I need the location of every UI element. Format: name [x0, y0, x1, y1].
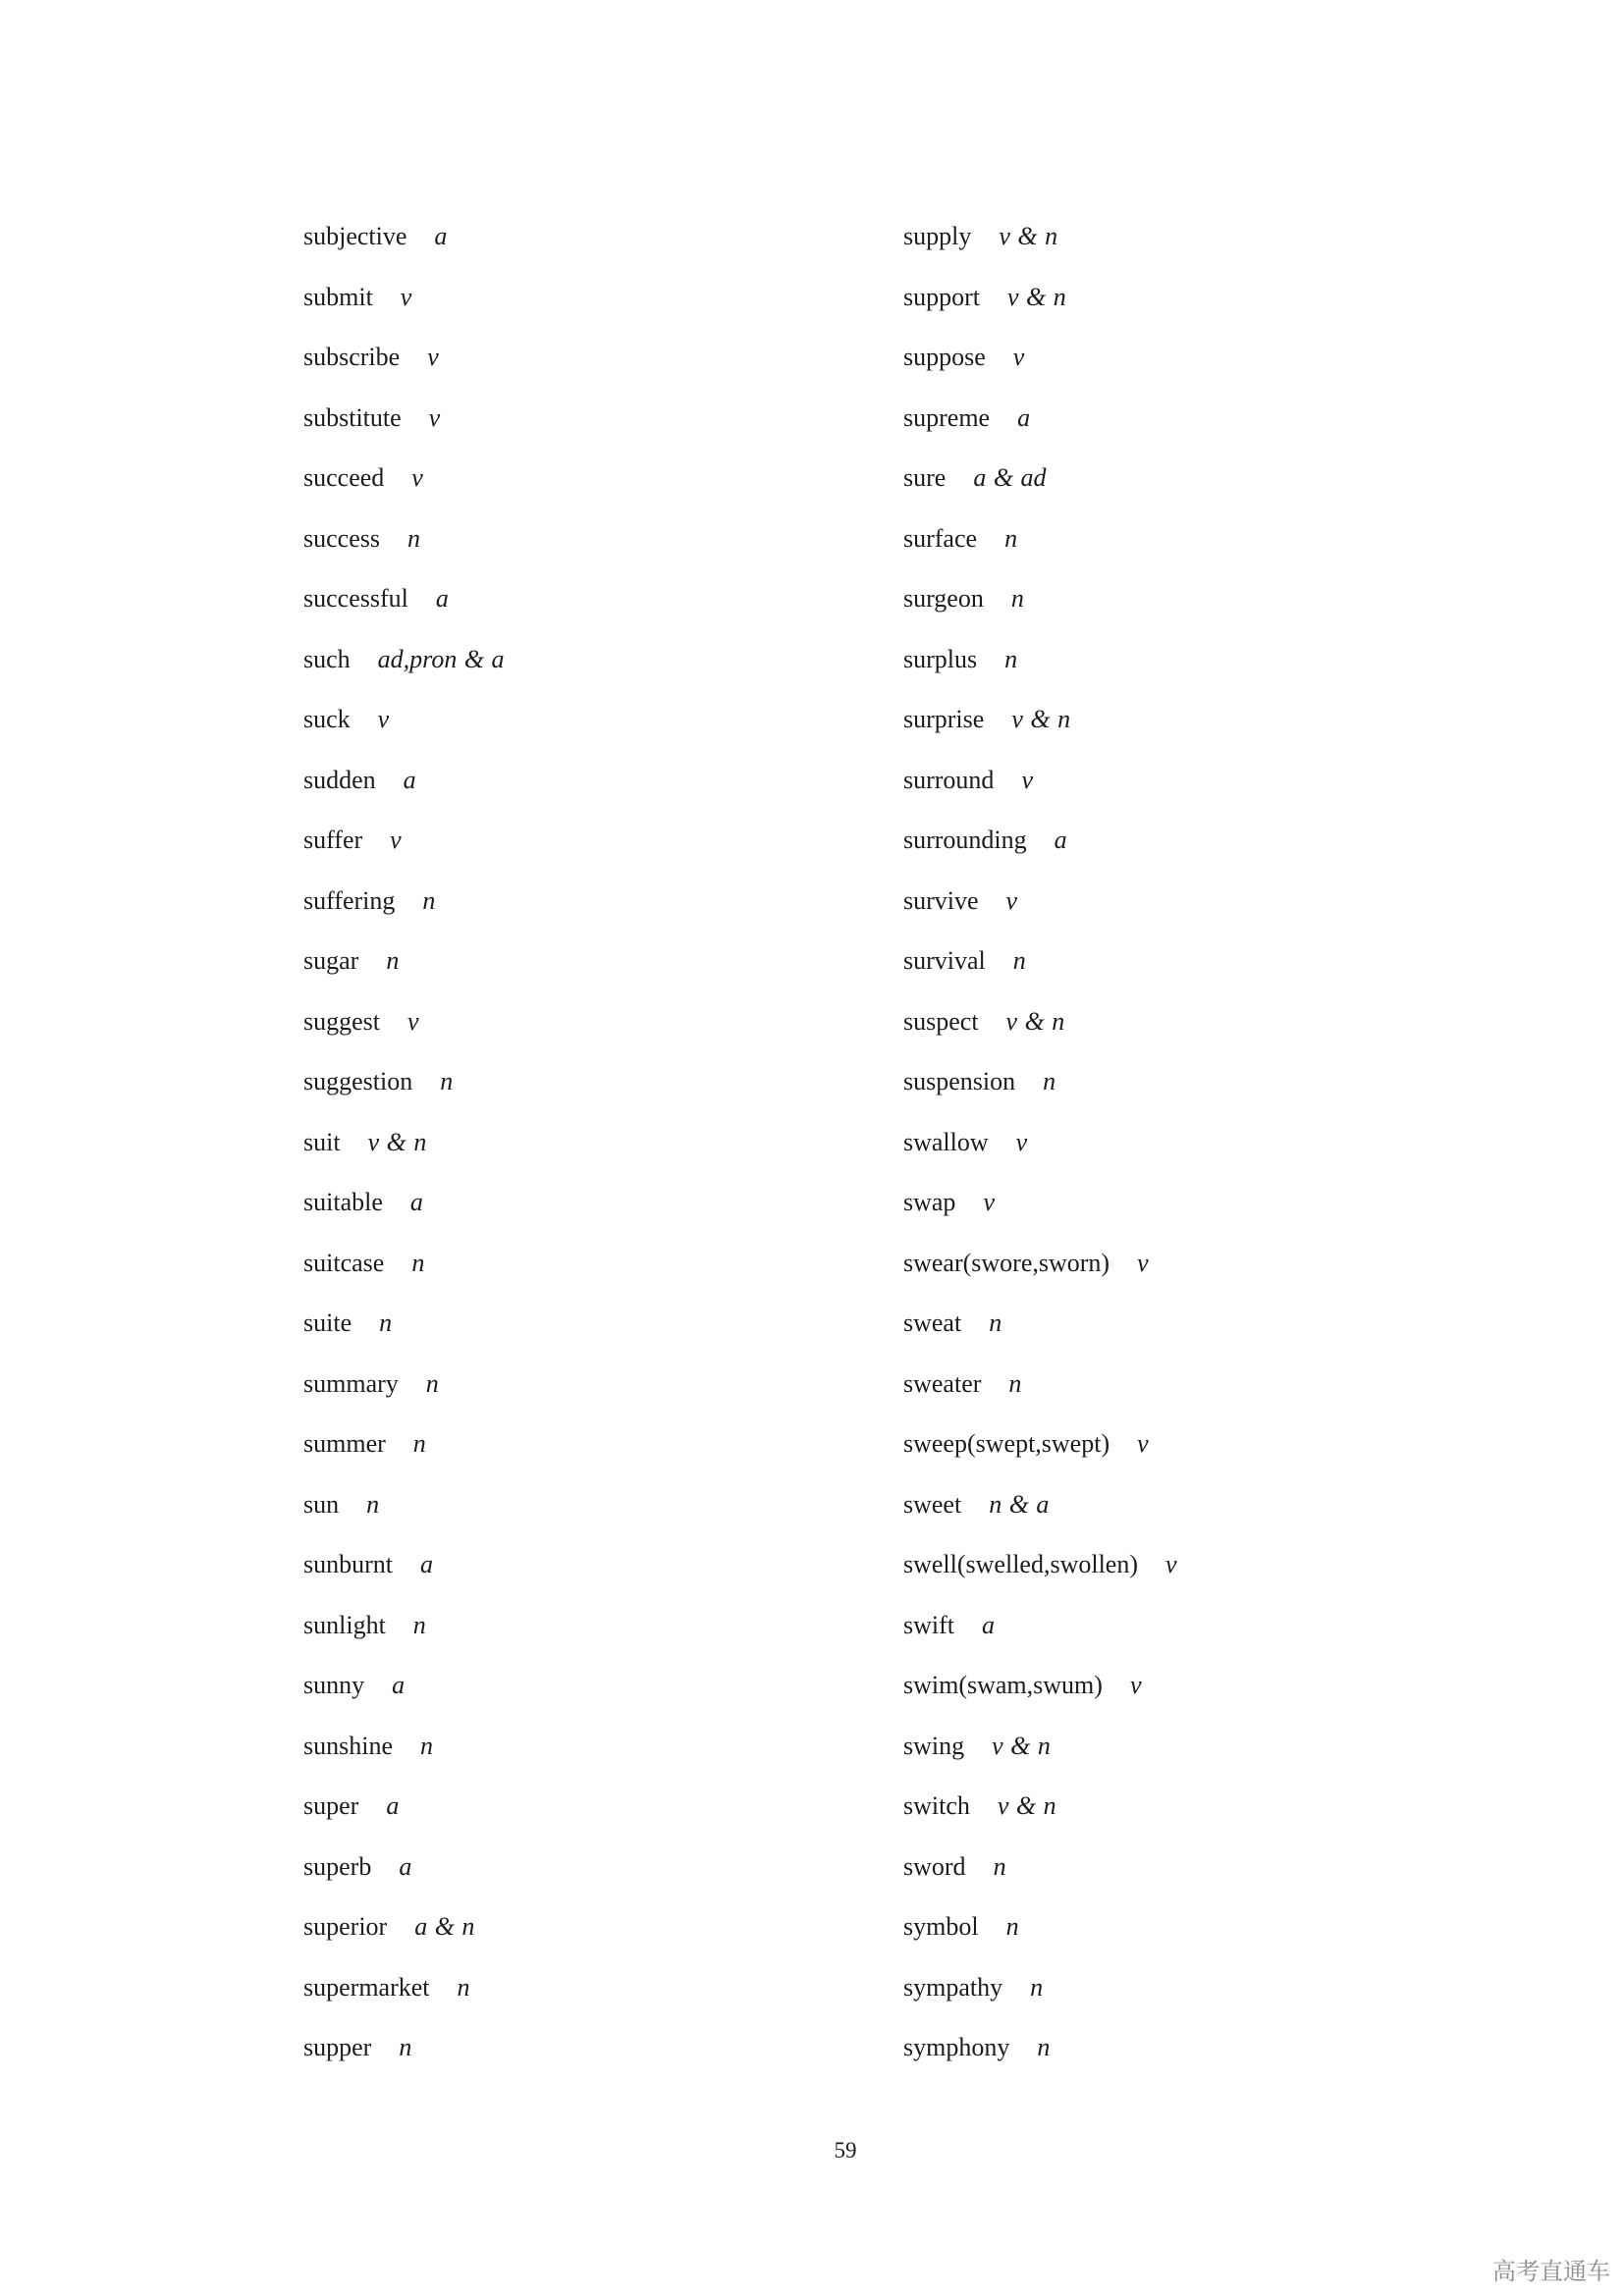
part-of-speech: n [412, 1610, 426, 1639]
vocab-word: swap [903, 1188, 956, 1216]
vocab-entry [303, 1776, 853, 1837]
part-of-speech: v [390, 826, 402, 854]
part-of-speech: v [400, 282, 412, 311]
vocab-entry [303, 1112, 853, 1173]
page-number: 59 [834, 2138, 857, 2163]
part-of-speech: v [1137, 1248, 1149, 1277]
vocab-entry [303, 1896, 853, 1957]
part-of-speech: a & ad [973, 463, 1047, 492]
vocab-entry [903, 327, 1512, 388]
vocab-word: super [303, 1791, 359, 1820]
vocab-entry [303, 1595, 853, 1656]
part-of-speech: n [386, 946, 400, 975]
vocab-entry [303, 871, 853, 932]
vocab-entry [903, 1112, 1512, 1173]
vocab-entry [903, 991, 1512, 1052]
vocab-entry [903, 750, 1512, 811]
part-of-speech: v [411, 463, 423, 492]
vocab-word: sudden [303, 765, 376, 794]
vocab-entry [303, 810, 853, 871]
part-of-speech: a [420, 1550, 433, 1578]
part-of-speech: v [1137, 1429, 1149, 1458]
part-of-speech: n [440, 1067, 454, 1095]
vocab-word: suspension [903, 1067, 1016, 1095]
vocab-word: suspect [903, 1006, 979, 1036]
vocab-word: sure [903, 463, 947, 492]
vocab-word: suffering [303, 885, 396, 915]
vocab-word: suck [303, 705, 351, 733]
vocab-entry [903, 508, 1512, 569]
part-of-speech: n [425, 1368, 439, 1398]
vocab-word: succeed [303, 463, 385, 492]
vocab-entry [903, 1534, 1512, 1595]
part-of-speech: a [1017, 402, 1031, 432]
vocab-entry [903, 388, 1512, 449]
vocab-word: suitcase [303, 1248, 385, 1277]
vocab-entry [303, 1655, 853, 1716]
part-of-speech: n [1010, 584, 1024, 613]
part-of-speech: v [983, 1188, 995, 1216]
vocab-entry [303, 568, 853, 629]
part-of-speech: n [1037, 2033, 1051, 2061]
vocab-entry [303, 2017, 853, 2078]
vocab-word: sweep(swept,swept) [903, 1429, 1110, 1458]
vocab-word: suggest [303, 1006, 380, 1036]
vocab-entry [903, 267, 1512, 328]
vocab-word: sun [303, 1489, 340, 1519]
vocab-word: switch [903, 1791, 970, 1820]
vocab-word: supper [303, 2033, 372, 2061]
part-of-speech: n [1004, 644, 1018, 673]
vocab-entry [303, 931, 853, 991]
vocab-entry [303, 1957, 853, 2018]
vocab-entry [303, 1354, 853, 1415]
part-of-speech: v [407, 1006, 419, 1036]
part-of-speech: v [1021, 765, 1033, 794]
part-of-speech: v [1005, 885, 1018, 915]
part-of-speech: v [1129, 1671, 1142, 1699]
part-of-speech: n [1043, 1067, 1056, 1095]
vocab-word: suggestion [303, 1067, 413, 1095]
part-of-speech: a [1054, 826, 1067, 854]
vocab-word: surrounding [903, 826, 1027, 854]
part-of-speech: n & a [989, 1489, 1050, 1519]
vocab-entry [303, 1233, 853, 1294]
vocab-word: sugar [303, 946, 359, 975]
vocab-word: supply [903, 222, 972, 250]
vocab-word: suppose [903, 343, 986, 371]
word-list-left-column [303, 206, 853, 2078]
part-of-speech: v & n [1011, 705, 1071, 733]
vocab-entry [903, 1595, 1512, 1656]
vocab-entry [903, 689, 1512, 750]
part-of-speech: v & n [367, 1127, 427, 1156]
vocab-entry [903, 1414, 1512, 1474]
vocab-word: summer [303, 1429, 386, 1458]
vocab-entry [903, 931, 1512, 991]
vocab-entry [303, 206, 853, 267]
vocab-word: support [903, 282, 980, 311]
part-of-speech: a [409, 1188, 423, 1216]
part-of-speech: v [427, 343, 439, 371]
vocab-entry [303, 508, 853, 569]
vocab-word: survival [903, 946, 986, 975]
part-of-speech: v [1015, 1127, 1028, 1156]
vocab-word: suite [303, 1308, 352, 1337]
vocab-word: sympathy [903, 1972, 1003, 2002]
vocab-entry [903, 1354, 1512, 1415]
vocab-word: surgeon [903, 584, 984, 613]
vocab-entry [903, 871, 1512, 932]
vocab-word: superior [303, 1912, 388, 1941]
part-of-speech: n [422, 885, 436, 915]
vocab-entry [903, 1051, 1512, 1112]
vocab-entry [303, 689, 853, 750]
part-of-speech: n [1004, 523, 1018, 553]
part-of-speech: a [434, 222, 448, 250]
part-of-speech: v [1012, 343, 1025, 371]
part-of-speech: n [406, 523, 420, 553]
vocab-word: swallow [903, 1127, 989, 1156]
vocab-entry [903, 1293, 1512, 1354]
part-of-speech: n [420, 1731, 433, 1760]
part-of-speech: n [1005, 1912, 1019, 1941]
vocab-entry [303, 750, 853, 811]
vocab-word: sunshine [303, 1731, 393, 1760]
vocab-entry [303, 1172, 853, 1233]
vocab-word: successful [303, 584, 408, 613]
vocab-entry [903, 568, 1512, 629]
vocab-word: swing [903, 1731, 965, 1760]
vocab-entry [903, 448, 1512, 508]
part-of-speech: n [989, 1308, 1002, 1337]
part-of-speech: v & n [992, 1731, 1051, 1760]
vocab-word: sunburnt [303, 1550, 393, 1578]
vocab-word: sword [903, 1851, 966, 1881]
vocab-entry [303, 1414, 853, 1474]
part-of-speech: n [1008, 1368, 1022, 1398]
part-of-speech: a [435, 584, 449, 613]
vocab-entry [303, 1051, 853, 1112]
part-of-speech: v [377, 705, 390, 733]
vocab-word: sweater [903, 1368, 982, 1398]
part-of-speech: v & n [1007, 282, 1066, 311]
vocab-entry [303, 1474, 853, 1535]
vocab-word: summary [303, 1368, 399, 1398]
part-of-speech: n [412, 1429, 426, 1458]
vocab-entry [303, 327, 853, 388]
vocab-entry [303, 1837, 853, 1897]
vocab-entry [903, 1716, 1512, 1777]
vocab-word: swell(swelled,swollen) [903, 1550, 1139, 1578]
part-of-speech: v & n [1005, 1006, 1065, 1036]
part-of-speech: n [399, 2033, 412, 2061]
vocab-entry [903, 1655, 1512, 1716]
vocab-entry [903, 206, 1512, 267]
part-of-speech: a [403, 765, 416, 794]
vocab-word: supreme [903, 402, 991, 432]
vocab-entry [903, 1837, 1512, 1897]
vocab-word: surprise [903, 705, 985, 733]
vocab-word: sweat [903, 1308, 962, 1337]
vocab-word: superb [303, 1851, 372, 1881]
vocab-word: subscribe [303, 343, 401, 371]
vocab-word: sunlight [303, 1610, 386, 1639]
vocab-entry [903, 1233, 1512, 1294]
vocab-word: submit [303, 282, 373, 311]
vocab-entry [303, 448, 853, 508]
vocab-entry [903, 810, 1512, 871]
vocab-word: suitable [303, 1188, 383, 1216]
vocab-entry [903, 1957, 1512, 2018]
vocab-entry [303, 991, 853, 1052]
part-of-speech: n [1030, 1972, 1044, 2002]
part-of-speech: a [982, 1610, 995, 1639]
vocab-word: sweet [903, 1489, 962, 1519]
vocab-word: success [303, 523, 380, 553]
vocab-word: symphony [903, 2033, 1010, 2061]
vocab-entry [303, 1534, 853, 1595]
vocab-entry [903, 1172, 1512, 1233]
part-of-speech: v [428, 402, 441, 432]
part-of-speech: v & n [999, 222, 1058, 250]
vocab-word: swift [903, 1610, 954, 1639]
vocab-word: swim(swam,swum) [903, 1671, 1103, 1699]
vocab-entry [303, 629, 853, 690]
vocab-word: suit [303, 1127, 341, 1156]
part-of-speech: a [399, 1851, 412, 1881]
vocab-word: suffer [303, 826, 363, 854]
vocab-word: subjective [303, 222, 407, 250]
part-of-speech: n [366, 1489, 380, 1519]
vocab-entry [303, 267, 853, 328]
vocab-word: supermarket [303, 1972, 430, 2002]
part-of-speech: n [457, 1972, 470, 2002]
vocab-entry [903, 629, 1512, 690]
vocab-word: surplus [903, 644, 978, 673]
part-of-speech: a [386, 1791, 400, 1820]
vocab-word: sunny [303, 1671, 365, 1699]
part-of-speech: v [1165, 1550, 1177, 1578]
part-of-speech: ad,pron & a [377, 644, 505, 673]
vocab-entry [303, 1716, 853, 1777]
vocab-entry [903, 1474, 1512, 1535]
part-of-speech: v & n [997, 1791, 1056, 1820]
vocab-word: surface [903, 523, 978, 553]
vocab-word: surround [903, 765, 995, 794]
part-of-speech: n [993, 1851, 1006, 1881]
vocab-word: such [303, 644, 351, 673]
word-list-right-column [903, 206, 1512, 2078]
vocab-word: substitute [303, 402, 402, 432]
vocab-word: swear(swore,sworn) [903, 1248, 1110, 1277]
watermark-text: 高考直通车 [1492, 2258, 1610, 2285]
part-of-speech: a [392, 1671, 406, 1699]
vocab-entry [903, 2017, 1512, 2078]
vocab-entry [303, 388, 853, 449]
part-of-speech: a & n [414, 1912, 475, 1941]
part-of-speech: n [379, 1308, 393, 1337]
part-of-speech: n [411, 1248, 425, 1277]
part-of-speech: n [1012, 946, 1026, 975]
vocab-entry [903, 1776, 1512, 1837]
vocab-word: survive [903, 885, 979, 915]
vocab-word: symbol [903, 1912, 979, 1941]
vocab-entry [303, 1293, 853, 1354]
vocab-entry [903, 1896, 1512, 1957]
